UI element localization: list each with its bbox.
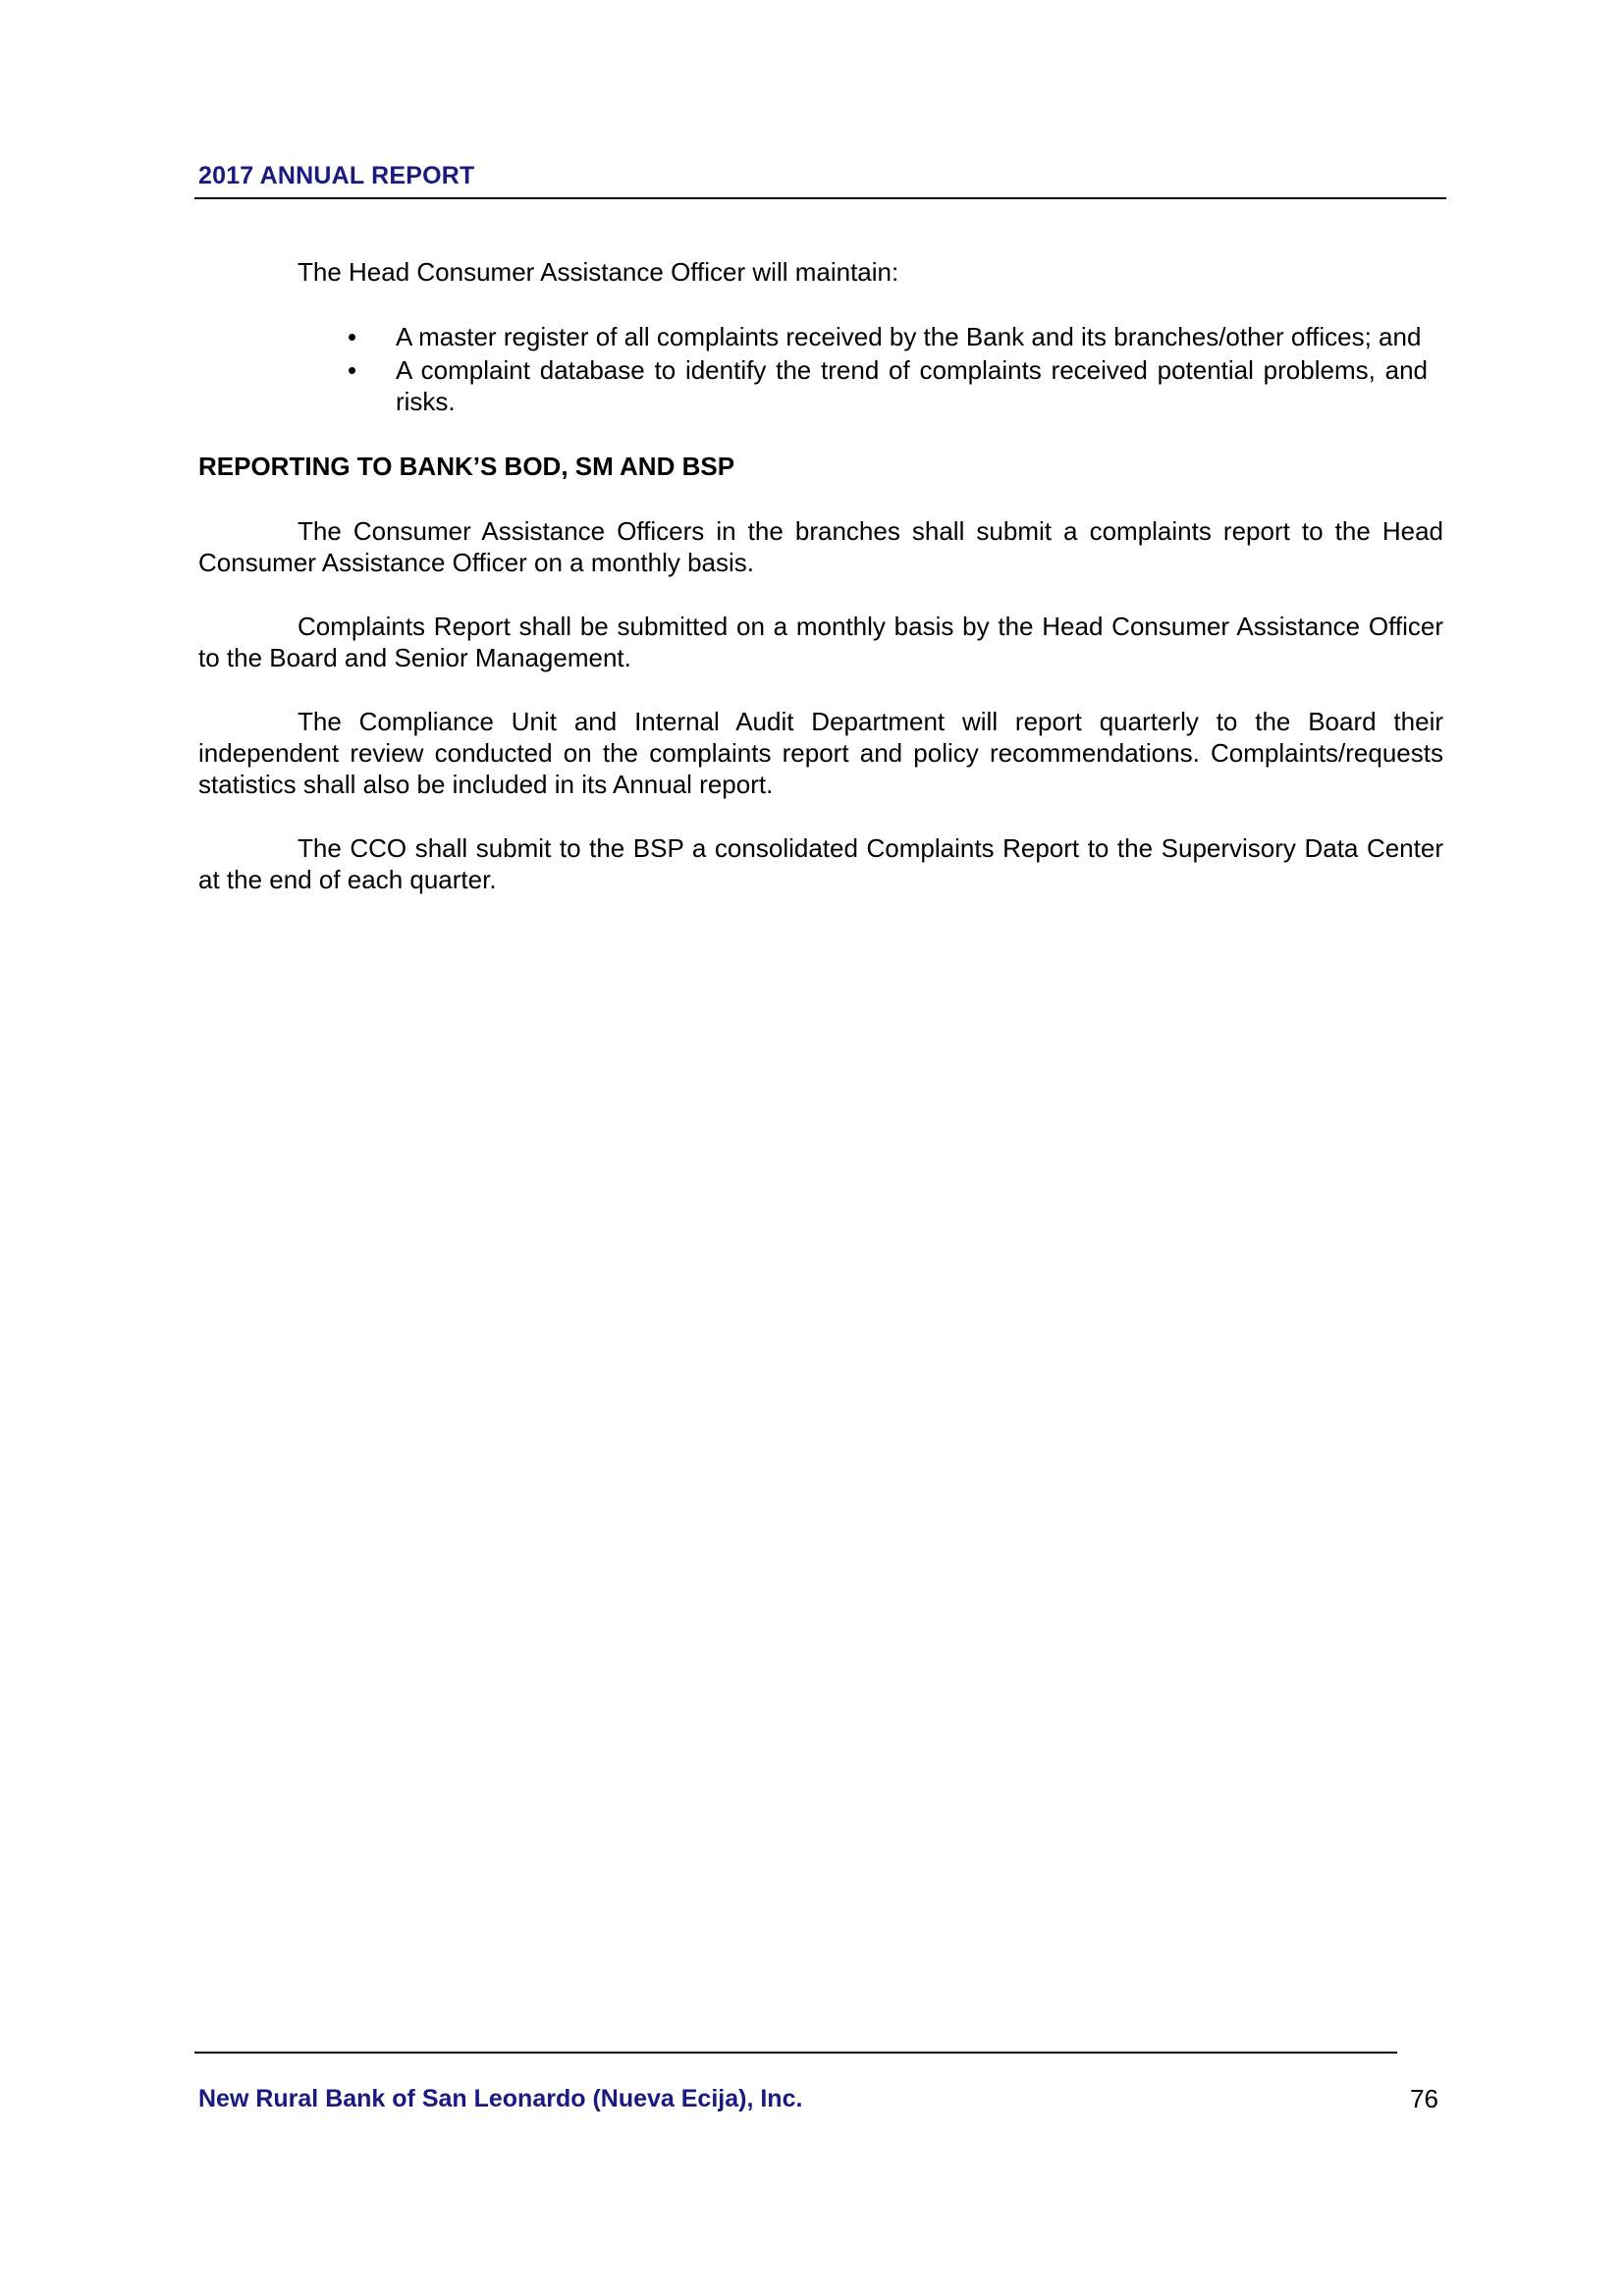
body-paragraph: Complaints Report shall be submitted on a monthly basis by the Head Consumer Assistance Officer to the Board and Senior Management. (198, 612, 1443, 672)
body-paragraph: The CCO shall submit to the BSP a consolidated Complaints Report to the Supervisory Data Center at the end of each quarter. (198, 833, 1443, 894)
report-header-title: 2017 ANNUAL REPORT (198, 162, 475, 189)
list-item-text: A master register of all complaints received by the Bank and its branches/other offices; and (396, 322, 1422, 351)
page-content (198, 256, 1443, 928)
bullet-icon: • (348, 322, 357, 351)
intro-paragraph: The Head Consumer Assistance Officer will maintain: (298, 257, 899, 287)
list-item (198, 321, 1443, 352)
list-item-text: A complaint database to identify the trend of complaints received potential problems, and risks. (396, 355, 1428, 416)
section-heading: REPORTING TO BANK’S BOD, SM AND BSP (198, 452, 735, 481)
maintain-list (198, 321, 1443, 417)
page-number: 76 (1410, 2084, 1438, 2113)
bullet-icon: • (348, 355, 357, 385)
header-divider (194, 197, 1446, 199)
footer-bank-name: New Rural Bank of San Leonardo (Nueva Ecija), Inc. (198, 2085, 803, 2112)
list-item (198, 354, 1443, 417)
footer-divider (194, 2052, 1397, 2054)
body-paragraph: The Consumer Assistance Officers in the branches shall submit a complaints report to the Head Consumer Assistance Officer on a monthly basis. (198, 516, 1443, 577)
body-paragraph: The Compliance Unit and Internal Audit Department will report quarterly to the Board their independent review conducted on the complaints report and policy recommendations. Complaints/requests statistics shall also be included in its Annual report. (198, 707, 1443, 799)
